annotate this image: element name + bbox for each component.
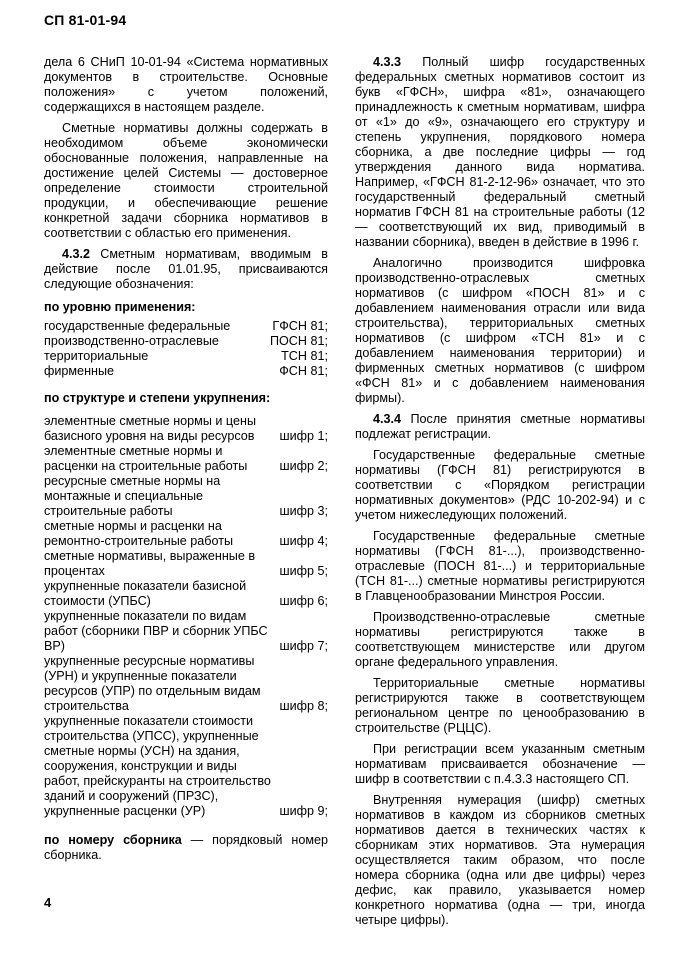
level-row — [44, 364, 328, 379]
cipher-row — [44, 519, 328, 549]
section-4-3-4 — [355, 412, 645, 442]
level-row — [44, 334, 328, 349]
heading-by-structure: по структуре и степени укрупнения: — [44, 391, 271, 405]
paragraph: Аналогично производится шифровка производственно-отраслевых сметных нормативов (с шифром «ПОСН 81» и с добавлением наименования отрасли или вида строительства), территориальных сметных нормативов (с шифром «ТСН 81» и с добавлением наименования территории) и фирменных сметных нормативов (с шифром «ФСН 81» и с добавлением наименования фирмы). — [355, 256, 645, 405]
cipher-code: шифр 9; — [279, 804, 328, 818]
cipher-row — [44, 579, 328, 609]
paragraph: дела 6 СНиП 10-01-94 «Система нормативных документов в строительстве. Основные положения» с учетом положений, содержащихся в настоящем разделе. — [44, 55, 328, 114]
section-text: После принятия сметные нормативы подлежат регистрации. — [355, 412, 645, 441]
cipher-code: шифр 1; — [279, 429, 328, 443]
cipher-code: шифр 4; — [279, 534, 328, 548]
paragraph: Производственно-отраслевые сметные нормативы регистрируются также в соответствующем министерстве или другом органе федерального управления. — [355, 610, 645, 669]
cipher-desc: элементные сметные нормы и расценки на строительные работы — [44, 444, 248, 473]
cipher-desc: укрупненные показатели по видам работ (сборники ПВР и сборник УПБС ВР) — [44, 609, 268, 653]
level-code: ФСН 81; — [279, 364, 328, 378]
level-code: ПОСН 81; — [269, 334, 328, 348]
cipher-desc: сметные нормы и расценки на ремонтно-строительные работы — [44, 519, 234, 548]
section-number: 4.3.3 — [373, 55, 402, 69]
right-column — [355, 55, 645, 934]
cipher-list — [44, 414, 328, 819]
cipher-row — [44, 654, 328, 714]
paragraph: Территориальные сметные нормативы регистрируются также в соответствующем региональном центре по ценообразованию в строительстве (РЦЦС). — [355, 676, 645, 735]
levels-list — [44, 319, 328, 379]
heading-by-level: по уровню применения: — [44, 300, 196, 314]
cipher-desc: сметные нормативы, выраженные в процентах — [44, 549, 256, 578]
cipher-code: шифр 7; — [279, 639, 328, 653]
section-text: Полный шифр государственных федеральных сметных нормативов состоит из букв «ГФСН», шифра «81», означающего принадлежность к сметным нормативам, шифра от «1» до «9», означающего его структуру и степень укрупнения, порядкового номера сборника, а две последние цифры — год утверждения данного вида норматива. Например, «ГФСН 81-2-12-96» означает, что это государственный федеральный сметный норматив ГФСН 81 на строительные работы (12 — соответствующий их вид, приводимый в названии сборника), введен в действие в 1996 г. — [355, 55, 645, 249]
section-4-3-2 — [44, 247, 328, 292]
heading-label: по номеру сборника — [44, 833, 182, 847]
level-label: производственно-отраслевые — [44, 334, 219, 348]
cipher-desc: укрупненные показатели стоимости строительства (УПСС), укрупненные сметные нормы (УСН) на здания, сооружения, конструкции и виды работ, прейскуранты на строительство зданий и сооружений (ПРЗС), укрупненные расценки (УР) — [44, 714, 271, 818]
level-label: территориальные — [44, 349, 149, 363]
cipher-row — [44, 414, 328, 444]
level-row — [44, 349, 328, 364]
cipher-code: шифр 8; — [279, 699, 328, 713]
cipher-desc: элементные сметные нормы и цены базисного уровня на виды ресурсов — [44, 414, 257, 443]
paragraph: Сметные нормативы должны содержать в необходимом объеме экономически обоснованные положения, направленные на достижение целей Системы — достоверное определение стоимости строительной продукции, и обеспечивающие решение конкретной задачи сборника нормативов в соответствии с областью его применения. — [44, 121, 328, 240]
paragraph: Государственные федеральные сметные нормативы (ГФСН 81-...), производственно-отраслевые (ПОСН 81-...) и территориальные (ТСН 81-...) сметные нормативы регистрируются в Главценообразовании Минстроя России. — [355, 529, 645, 603]
cipher-code: шифр 5; — [279, 564, 328, 578]
section-text: Сметным нормативам, вводимым в действие после 01.01.95, присваиваются следующие обозначения: — [44, 247, 328, 291]
left-column — [44, 55, 328, 869]
level-label: государственные федеральные — [44, 319, 231, 333]
section-4-3-3 — [355, 55, 645, 250]
cipher-row — [44, 444, 328, 474]
cipher-desc: укрупненные показатели базисной стоимости (УПБС) — [44, 579, 247, 608]
cipher-row — [44, 714, 328, 819]
heading-text: — порядковый номер сборника. — [44, 833, 328, 862]
cipher-desc: ресурсные сметные нормы на монтажные и специальные строительные работы — [44, 474, 221, 518]
cipher-row — [44, 549, 328, 579]
cipher-code: шифр 6; — [279, 594, 328, 608]
level-label: фирменные — [44, 364, 115, 378]
document-code-header: СП 81-01-94 — [44, 12, 127, 28]
cipher-desc: укрупненные ресурсные нормативы (УРН) и укрупненные показатели ресурсов (УПР) по отдельным видам строительства — [44, 654, 261, 713]
section-number: 4.3.4 — [373, 412, 402, 426]
cipher-code: шифр 2; — [279, 459, 328, 473]
page-number: 4 — [44, 895, 52, 910]
level-code: ГФСН 81; — [272, 319, 328, 333]
level-row — [44, 319, 328, 334]
paragraph: Внутренняя нумерация (шифр) сметных нормативов в каждом из сборников сметных нормативов дается в технических частях к сборникам этих нормативов. Эта нумерация осуществляется таким образом, что после номера сборника (одна или две цифры) через дефис, как правило, указывается номер конкретного норматива (одна — три, иногда четыре цифры). — [355, 793, 645, 927]
cipher-row — [44, 474, 328, 519]
paragraph: Государственные федеральные сметные нормативы (ГФСН 81) регистрируются в соответствии с «Порядком регистрации нормативных документов» (РДС 10-202-94) и с учетом нижеследующих положений. — [355, 448, 645, 522]
level-code: ТСН 81; — [281, 349, 328, 363]
heading-by-collection — [44, 833, 328, 863]
cipher-code: шифр 3; — [279, 504, 328, 518]
section-number: 4.3.2 — [62, 247, 91, 261]
paragraph: При регистрации всем указанным сметным нормативам присваивается обозначение — шифр в соответствии с п.4.3.3 настоящего СП. — [355, 742, 645, 786]
cipher-row — [44, 609, 328, 654]
